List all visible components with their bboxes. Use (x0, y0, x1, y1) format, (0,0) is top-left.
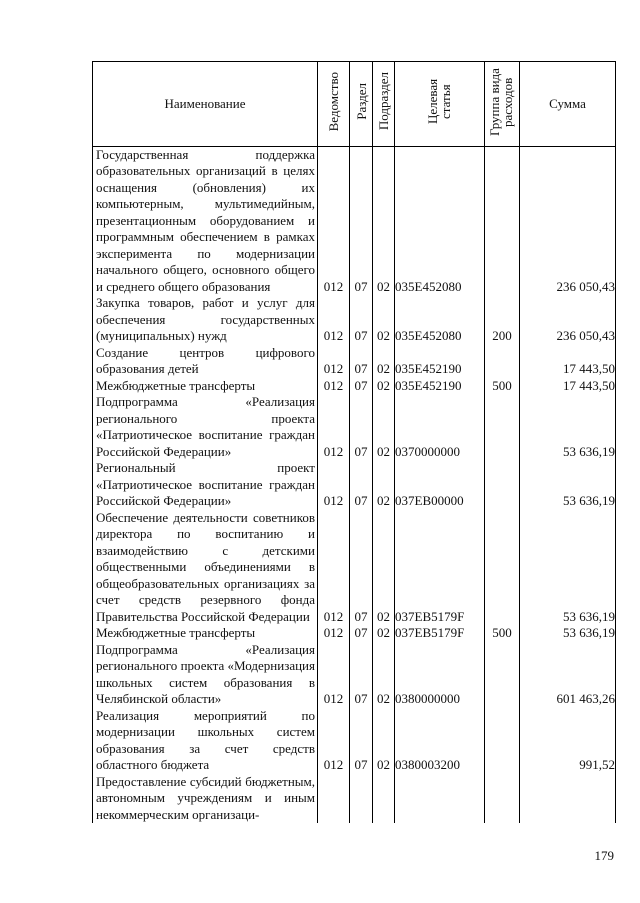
header-name: Наименование (93, 62, 318, 147)
header-vedomstvo-cell (318, 62, 350, 147)
row-gruppa (485, 510, 520, 626)
header-razdel: Раздел (353, 83, 369, 120)
header-celevaya: Целевая статья (424, 78, 453, 125)
row-name: Межбюджетные трансферты (93, 378, 318, 395)
row-podrazdel: 02 (373, 625, 395, 642)
row-podrazdel: 02 (373, 642, 395, 708)
row-celevaya: 035E452080 (395, 146, 485, 295)
row-vedomstvo: 012 (318, 394, 350, 460)
row-razdel: 07 (350, 146, 373, 295)
row-razdel: 07 (350, 460, 373, 510)
table-row (93, 394, 616, 460)
row-vedomstvo: 012 (318, 345, 350, 378)
row-celevaya: 037EB5179F (395, 625, 485, 642)
header-gruppa: Группа вида расходов (487, 67, 515, 136)
row-name: Закупка товаров, работ и услуг для обеспечения государственных (муниципальных) нужд (93, 295, 318, 345)
row-podrazdel: 02 (373, 295, 395, 345)
table-row (93, 642, 616, 708)
row-podrazdel (373, 774, 395, 824)
row-vedomstvo: 012 (318, 295, 350, 345)
row-vedomstvo: 012 (318, 146, 350, 295)
row-summa: 53 636,19 (520, 625, 616, 642)
row-vedomstvo: 012 (318, 642, 350, 708)
row-name: Реализация мероприятий по модернизации школьных систем образования за счет средств областного бюджета (93, 708, 318, 774)
row-razdel: 07 (350, 708, 373, 774)
row-summa: 236 050,43 (520, 295, 616, 345)
row-razdel: 07 (350, 510, 373, 626)
row-podrazdel: 02 (373, 708, 395, 774)
row-summa: 53 636,19 (520, 394, 616, 460)
row-celevaya: 037EB5179F (395, 510, 485, 626)
table-header-row (93, 62, 616, 147)
row-vedomstvo: 012 (318, 460, 350, 510)
page-number: 179 (594, 848, 614, 863)
row-gruppa (485, 642, 520, 708)
header-celevaya-cell (395, 62, 485, 147)
row-summa: 236 050,43 (520, 146, 616, 295)
table-body (93, 146, 616, 823)
row-summa: 601 463,26 (520, 642, 616, 708)
row-gruppa (485, 146, 520, 295)
row-celevaya: 035E452080 (395, 295, 485, 345)
row-razdel: 07 (350, 378, 373, 395)
row-name: Межбюджетные трансферты (93, 625, 318, 642)
header-razdel-cell (350, 62, 373, 147)
table-row (93, 708, 616, 774)
table-row (93, 774, 616, 824)
header-gruppa-cell (485, 62, 520, 147)
table-row (93, 460, 616, 510)
row-razdel: 07 (350, 625, 373, 642)
row-gruppa: 500 (485, 625, 520, 642)
row-name: Обеспечение деятельности советников директора по воспитанию и взаимодействию с детскими общественными объединениями в общеобразовательных организациях за счет средств резервного фонда Правительства Российской Федерации (93, 510, 318, 626)
row-podrazdel: 02 (373, 394, 395, 460)
header-podrazdel-cell (373, 62, 395, 147)
header-summa: Сумма (520, 62, 616, 147)
row-gruppa: 200 (485, 295, 520, 345)
row-summa: 53 636,19 (520, 460, 616, 510)
row-vedomstvo: 012 (318, 510, 350, 626)
row-razdel: 07 (350, 394, 373, 460)
row-gruppa (485, 774, 520, 824)
row-summa: 53 636,19 (520, 510, 616, 626)
row-name: Подпрограмма «Реализация регионального проекта «Патриотическое воспитание граждан Российской Федерации» (93, 394, 318, 460)
row-vedomstvo: 012 (318, 708, 350, 774)
table-row (93, 378, 616, 395)
row-gruppa (485, 394, 520, 460)
row-celevaya: 035E452190 (395, 378, 485, 395)
budget-table (92, 61, 616, 823)
row-gruppa: 500 (485, 378, 520, 395)
row-name: Государственная поддержка образовательных организаций в целях оснащения (обновления) их компьютерным, мультимедийным, презентационным оборудованием и программным обеспечением в рамках эксперимента по модернизации начального общего, основного общего и среднего общего образования (93, 146, 318, 295)
table-row (93, 295, 616, 345)
row-gruppa (485, 708, 520, 774)
table-row (93, 146, 616, 295)
row-podrazdel: 02 (373, 510, 395, 626)
row-name: Создание центров цифрового образования детей (93, 345, 318, 378)
row-razdel: 07 (350, 295, 373, 345)
row-summa: 991,52 (520, 708, 616, 774)
row-razdel: 07 (350, 642, 373, 708)
row-vedomstvo: 012 (318, 378, 350, 395)
table-row (93, 625, 616, 642)
row-podrazdel: 02 (373, 146, 395, 295)
table-row (93, 345, 616, 378)
row-celevaya: 0380003200 (395, 708, 485, 774)
row-podrazdel: 02 (373, 378, 395, 395)
row-podrazdel: 02 (373, 345, 395, 378)
row-summa: 17 443,50 (520, 378, 616, 395)
row-vedomstvo: 012 (318, 625, 350, 642)
row-name: Региональный проект «Патриотическое воспитание граждан Российской Федерации» (93, 460, 318, 510)
row-summa (520, 774, 616, 824)
row-name: Подпрограмма «Реализация регионального проекта «Модернизация школьных систем образования в Челябинской области» (93, 642, 318, 708)
row-razdel: 07 (350, 345, 373, 378)
row-summa: 17 443,50 (520, 345, 616, 378)
header-podrazdel: Подраздел (376, 72, 391, 131)
row-podrazdel: 02 (373, 460, 395, 510)
header-vedomstvo: Ведомство (326, 71, 341, 132)
row-gruppa (485, 460, 520, 510)
table-row (93, 510, 616, 626)
row-gruppa (485, 345, 520, 378)
row-celevaya: 037EB00000 (395, 460, 485, 510)
row-razdel (350, 774, 373, 824)
row-celevaya (395, 774, 485, 824)
row-celevaya: 035E452190 (395, 345, 485, 378)
row-vedomstvo (318, 774, 350, 824)
row-celevaya: 0370000000 (395, 394, 485, 460)
row-name: Предоставление субсидий бюджетным, автономным учреждениям и иным некоммерческим организаци- (93, 774, 318, 824)
row-celevaya: 0380000000 (395, 642, 485, 708)
